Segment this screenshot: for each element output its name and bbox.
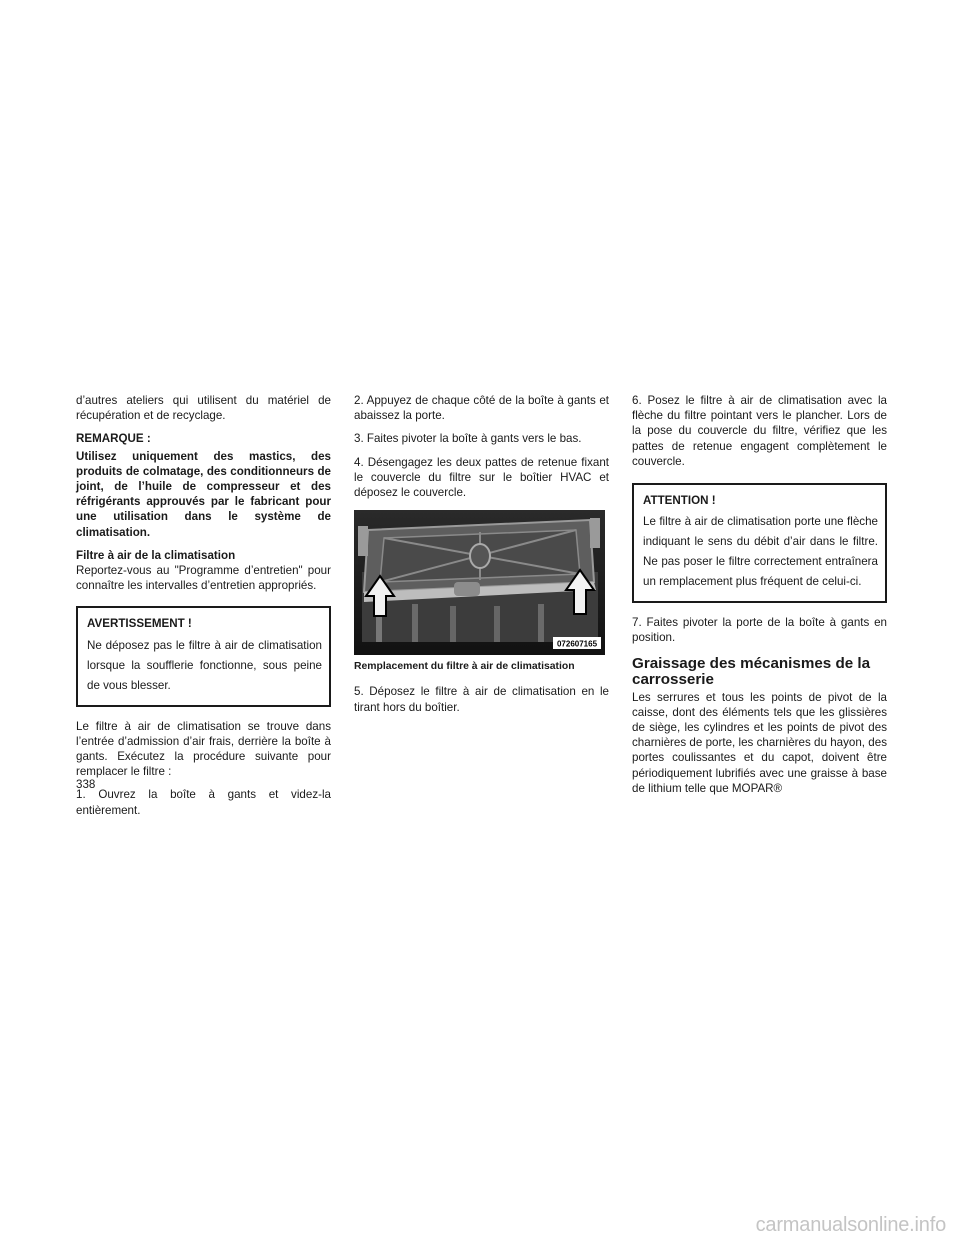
column-middle: [354, 393, 609, 723]
step-2: 2. Appuyez de chaque côté de la boîte à gants et abaissez la porte.: [354, 394, 609, 423]
paragraph-location: Le filtre à air de climatisation se trouve dans l’entrée d’admission d’air frais, derrière la boîte à gants. Exécutez la procédure suivante pour remplacer le filtre :: [76, 719, 331, 779]
remarque-title: REMARQUE :: [76, 432, 151, 446]
step-5: 5. Déposez le filtre à air de climatisation en le tirant hors du boîtier.: [354, 685, 609, 714]
figure-code: 072607165: [556, 639, 598, 649]
warning-box: [76, 606, 331, 706]
section-heading-graissage: Graissage des mécanismes de la carrosserie: [632, 654, 871, 688]
step-6: 6. Posez le filtre à air de climatisation avec la flèche du filtre pointant vers le plancher. Lors de la pose du couvercle du filtre, vérifiez que les pattes de retenue engagent complètement le couvercle.: [632, 394, 887, 468]
column-left: [76, 393, 331, 826]
filter-figure: [354, 510, 605, 674]
warning-body: Ne déposez pas le filtre à air de climatisation lorsque la soufflerie fonctionne, sous peine de vous blesser.: [87, 638, 322, 692]
step-4: 4. Désengagez les deux pattes de retenue fixant le couvercle du filtre sur le boîtier HVAC et déposez le couvercle.: [354, 455, 609, 500]
paragraph-graissage: Les serrures et tous les points de pivot de la caisse, dont des éléments tels que les glissières de siège, les cylindres et les points de pivot des charnières de porte, les charnières du hayon, des portes coulissantes et du capot, doivent être périodiquement lubrifiés avec une graisse à base de lithium telle que MOPAR®: [632, 690, 887, 795]
page-number: 338: [76, 778, 96, 791]
section-body-filtre: Reportez-vous au "Programme d’entretien" pour connaître les intervalles d’entretien appropriés.: [76, 564, 331, 593]
column-right: [632, 393, 887, 804]
step-3: 3. Faites pivoter la boîte à gants vers le bas.: [354, 432, 582, 446]
step-1: 1. Ouvrez la boîte à gants et videz-la entièrement.: [76, 788, 331, 817]
attention-body: Le filtre à air de climatisation porte une flèche indiquant le sens du débit d’air dans le filtre. Ne pas poser le filtre correctement entraînera un remplacement plus fréquent de celui-ci.: [643, 515, 878, 589]
paragraph-intro: d’autres ateliers qui utilisent du matériel de récupération et de recyclage.: [76, 394, 331, 423]
filter-photo: [354, 510, 605, 655]
watermark: carmanualsonline.info: [755, 1214, 946, 1236]
step-7: 7. Faites pivoter la porte de la boîte à gants en position.: [632, 616, 887, 645]
remarque-body: Utilisez uniquement des mastics, des produits de colmatage, des conditionneurs de joint, de l’huile de compresseur et des réfrigérants approuvés par le fabricant pour une utilisation dans le système de climatisation.: [76, 449, 331, 539]
section-title-filtre: Filtre à air de la climatisation: [76, 548, 236, 562]
warning-title: AVERTISSEMENT !: [87, 617, 192, 631]
figure-caption: Remplacement du filtre à air de climatisation: [354, 661, 575, 673]
attention-title: ATTENTION !: [643, 494, 716, 508]
attention-box: [632, 483, 887, 603]
